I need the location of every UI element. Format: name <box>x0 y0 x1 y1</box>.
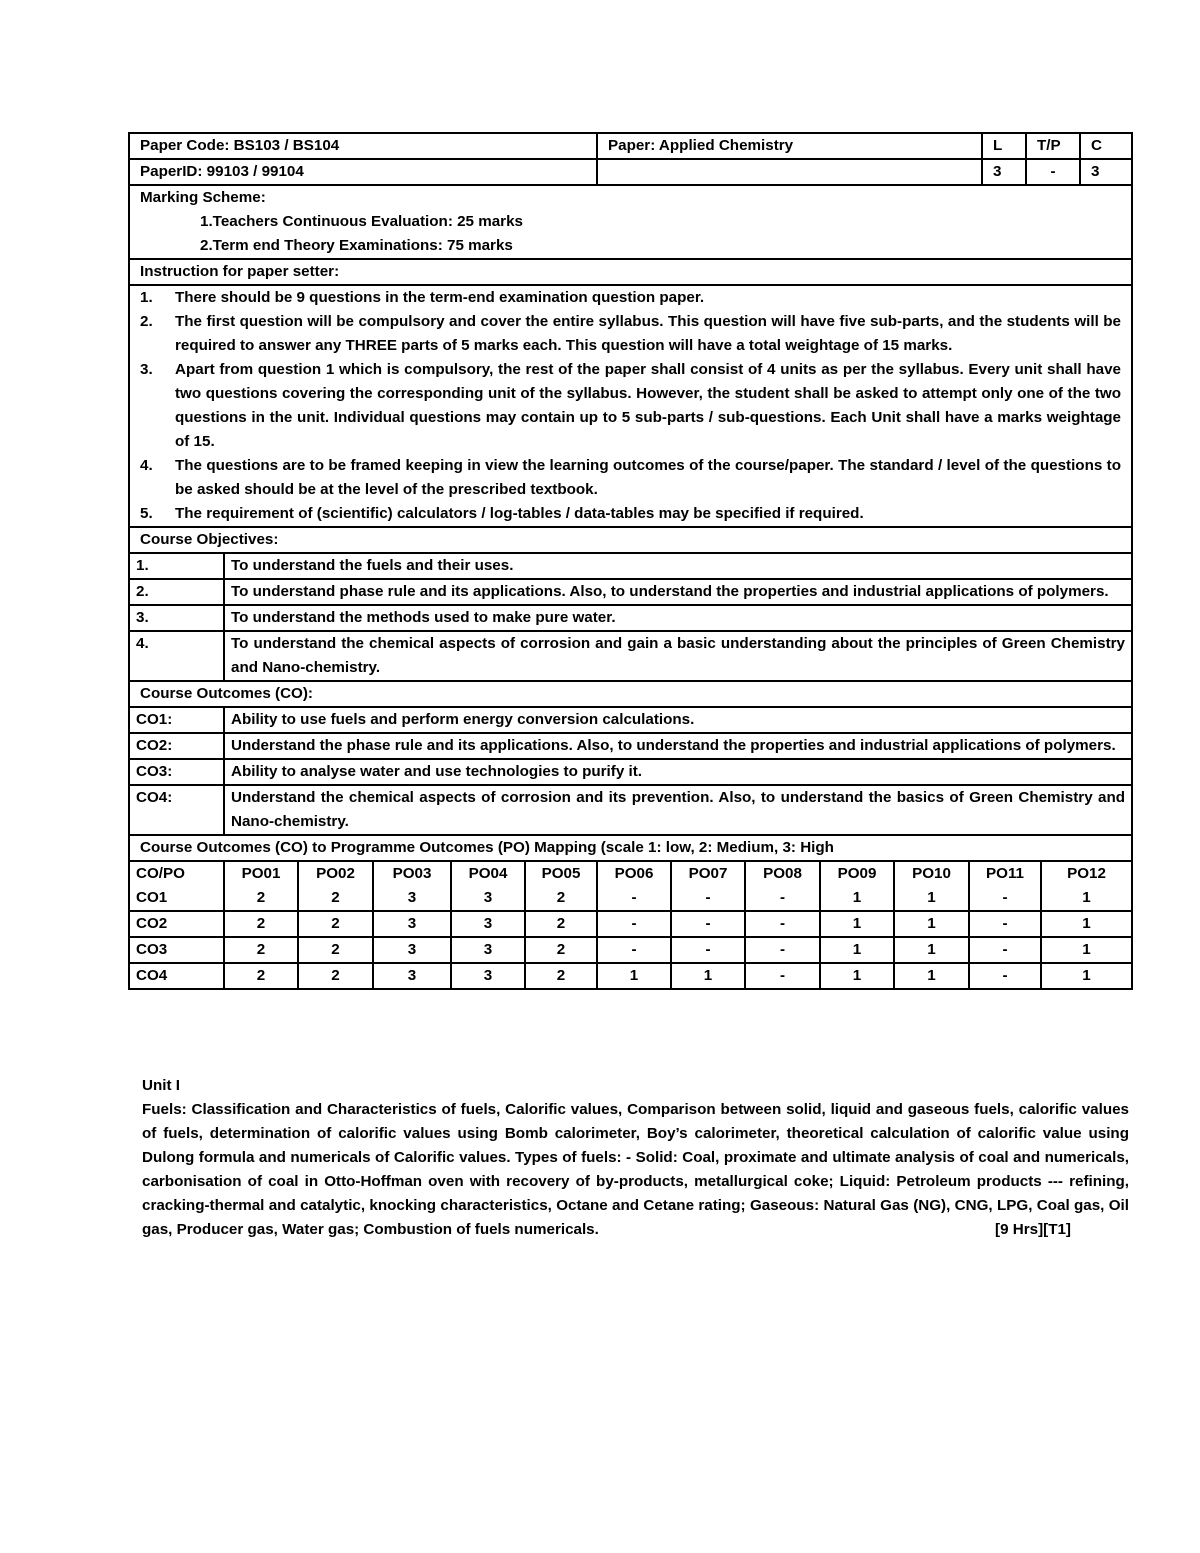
mapping-header-cell: PO12 <box>1041 862 1131 886</box>
mapping-header-cell: PO11 <box>969 862 1041 886</box>
mapping-header-cell: PO01 <box>224 862 298 886</box>
mapping-table <box>130 862 1131 988</box>
mapping-cell: - <box>745 886 820 911</box>
mapping-cell: 1 <box>820 963 894 988</box>
objectives-title: Course Objectives: <box>129 527 1132 553</box>
mapping-cell: 2 <box>298 911 373 937</box>
mapping-cell: 2 <box>224 911 298 937</box>
instruction-item: 3. Apart from question 1 which is compulsory, the rest of the paper shall consist of 4 units as per the syllabus. Every unit shall have two questions covering the corresponding unit of the syllabus. However, the student shall be asked to attempt only one of the two questions in the unit. Individual questions may contain up to 5 sub-parts / sub-questions. Each Unit shall have a marks weightage of 15. <box>140 361 1121 450</box>
mapping-cell: - <box>969 937 1041 963</box>
mapping-cell: 3 <box>451 937 525 963</box>
mapping-cell: 2 <box>298 937 373 963</box>
mapping-cell: 3 <box>373 911 451 937</box>
objective-row: 4. To understand the chemical aspects of corrosion and gain a basic understanding about the principles of Green Chemistry and Nano-chemistry. <box>130 631 1131 680</box>
tp-value: - <box>1026 159 1080 185</box>
mapping-cell: 3 <box>373 886 451 911</box>
mapping-data-row <box>130 886 1131 911</box>
marking-scheme-row <box>129 185 1132 259</box>
mapping-cell: 1 <box>894 963 969 988</box>
mapping-header-cell: PO03 <box>373 862 451 886</box>
objective-row: 3. To understand the methods used to make pure water. <box>130 605 1131 631</box>
mapping-header-cell: PO02 <box>298 862 373 886</box>
header-row-1 <box>129 133 1132 159</box>
outcome-row: CO3: Ability to analyse water and use technologies to purify it. <box>130 759 1131 785</box>
unit-content: Fuels: Classification and Characteristics of fuels, Calorific values, Comparison between solid, liquid and gaseous fuels, calorific values of fuels, determination of calorific values using Bomb calorimeter, Boy’s calorimeter, theoretical calculation of calorific value using Dulong formula and numericals of Calorific values. Types of fuels: - Solid: Coal, proximate and ultimate analysis of coal and numericals, carbonisation of coal in Otto-Hoffman oven with recovery of by-products, metallurgical coke; Liquid: Petroleum products --- refining, cracking-thermal and catalytic, knocking characteristics, Octane and Cetane rating; Gaseous: Natural Gas (NG), CNG, LPG, Coal gas, Oil gas, Producer gas, Water gas; Combustion of fuels numericals. [9 Hrs][T1] <box>142 1098 1129 1242</box>
mapping-cell: - <box>969 963 1041 988</box>
outcome-row: CO1: Ability to use fuels and perform energy conversion calculations. <box>130 708 1131 733</box>
mapping-cell: - <box>671 937 745 963</box>
mapping-cell: 1 <box>820 911 894 937</box>
mapping-header-cell: PO06 <box>597 862 671 886</box>
objective-row: 1. To understand the fuels and their uses. <box>130 554 1131 579</box>
mapping-cell: 1 <box>894 911 969 937</box>
mapping-cell: 1 <box>820 886 894 911</box>
objectives-row <box>129 553 1132 681</box>
mapping-cell: 2 <box>224 886 298 911</box>
mapping-header-cell: PO10 <box>894 862 969 886</box>
mapping-cell: 2 <box>298 886 373 911</box>
mapping-cell: CO3 <box>130 937 224 963</box>
instruction-item: 1. There should be 9 questions in the term-end examination question paper. <box>140 289 705 306</box>
mapping-cell: CO4 <box>130 963 224 988</box>
mapping-header-cell: PO04 <box>451 862 525 886</box>
marking-item: 2.Term end Theory Examinations: 75 marks <box>200 237 513 254</box>
mapping-cell: CO1 <box>130 886 224 911</box>
mapping-row <box>129 861 1132 989</box>
mapping-title: Course Outcomes (CO) to Programme Outcomes (PO) Mapping (scale 1: low, 2: Medium, 3: High <box>129 835 1132 861</box>
header-row-2 <box>129 159 1132 185</box>
mapping-cell: 1 <box>671 963 745 988</box>
unit-hours: [9 Hrs][T1] <box>995 1221 1071 1238</box>
c-value: 3 <box>1080 159 1132 185</box>
l-value: 3 <box>982 159 1026 185</box>
mapping-header-cell: PO05 <box>525 862 597 886</box>
mapping-cell: - <box>671 886 745 911</box>
mapping-header-cell: PO09 <box>820 862 894 886</box>
mapping-header-cell: PO07 <box>671 862 745 886</box>
mapping-cell: - <box>745 963 820 988</box>
outcomes-title: Course Outcomes (CO): <box>129 681 1132 707</box>
mapping-header-row <box>130 862 1131 886</box>
mapping-cell: 1 <box>894 886 969 911</box>
mapping-data-row <box>130 911 1131 937</box>
l-label: L <box>982 133 1026 159</box>
instruction-item: 5. The requirement of (scientific) calculators / log-tables / data-tables may be specified if required. <box>140 505 864 522</box>
marking-scheme-title: Marking Scheme: <box>140 189 266 206</box>
empty-cell <box>597 159 982 185</box>
mapping-cell: 1 <box>894 937 969 963</box>
objectives-table <box>130 554 1131 680</box>
instructions-title-row <box>129 259 1132 285</box>
unit-title: Unit I <box>142 1077 180 1094</box>
mapping-header-cell: CO/PO <box>130 862 224 886</box>
mapping-cell: - <box>969 886 1041 911</box>
mapping-cell: CO2 <box>130 911 224 937</box>
mapping-cell: 1 <box>1041 886 1131 911</box>
instructions-row <box>129 285 1132 527</box>
objective-row: 2. To understand phase rule and its applications. Also, to understand the properties and industrial applications of polymers. <box>130 579 1131 605</box>
paper-id: PaperID: 99103 / 99104 <box>129 159 597 185</box>
syllabus-table <box>128 132 1133 990</box>
mapping-cell: 1 <box>1041 937 1131 963</box>
instruction-item: 2. The first question will be compulsory and cover the entire syllabus. This question will have five sub-parts, and the students will be required to answer any THREE parts of 5 marks each. This question will have a total weightage of 15 marks. <box>140 313 1121 354</box>
mapping-title-row <box>129 835 1132 861</box>
paper-code: Paper Code: BS103 / BS104 <box>129 133 597 159</box>
mapping-cell: 3 <box>373 937 451 963</box>
unit-1-section <box>142 1074 1129 1242</box>
mapping-cell: - <box>745 911 820 937</box>
mapping-cell: 2 <box>298 963 373 988</box>
mapping-cell: - <box>597 937 671 963</box>
c-label: C <box>1080 133 1132 159</box>
paper-title: Paper: Applied Chemistry <box>597 133 982 159</box>
mapping-cell: 3 <box>451 886 525 911</box>
mapping-cell: 2 <box>224 937 298 963</box>
marking-item: 1.Teachers Continuous Evaluation: 25 marks <box>200 213 523 230</box>
instruction-item: 4. The questions are to be framed keeping in view the learning outcomes of the course/paper. The standard / level of the questions to be asked should be at the level of the prescribed textbook. <box>140 457 1121 498</box>
mapping-cell: 2 <box>224 963 298 988</box>
outcome-row: CO2: Understand the phase rule and its applications. Also, to understand the properties and industrial applications of polymers. <box>130 733 1131 759</box>
mapping-cell: 2 <box>525 963 597 988</box>
mapping-cell: - <box>969 911 1041 937</box>
mapping-cell: 2 <box>525 911 597 937</box>
mapping-data-row <box>130 963 1131 988</box>
mapping-cell: - <box>745 937 820 963</box>
mapping-cell: 3 <box>451 911 525 937</box>
mapping-cell: 1 <box>1041 911 1131 937</box>
mapping-cell: 1 <box>820 937 894 963</box>
mapping-cell: - <box>597 911 671 937</box>
mapping-cell: 3 <box>451 963 525 988</box>
mapping-cell: - <box>671 911 745 937</box>
mapping-cell: 3 <box>373 963 451 988</box>
mapping-header-cell: PO08 <box>745 862 820 886</box>
syllabus-page <box>128 132 1131 990</box>
outcomes-row <box>129 707 1132 835</box>
mapping-data-row <box>130 937 1131 963</box>
objectives-title-row <box>129 527 1132 553</box>
tp-label: T/P <box>1026 133 1080 159</box>
mapping-cell: 1 <box>1041 963 1131 988</box>
mapping-cell: 2 <box>525 937 597 963</box>
mapping-cell: 1 <box>597 963 671 988</box>
instructions-title: Instruction for paper setter: <box>129 259 1132 285</box>
outcomes-table <box>130 708 1131 834</box>
mapping-cell: - <box>597 886 671 911</box>
outcomes-title-row <box>129 681 1132 707</box>
outcome-row: CO4: Understand the chemical aspects of corrosion and its prevention. Also, to understand the basics of Green Chemistry and Nano-chemistry. <box>130 785 1131 834</box>
mapping-cell: 2 <box>525 886 597 911</box>
